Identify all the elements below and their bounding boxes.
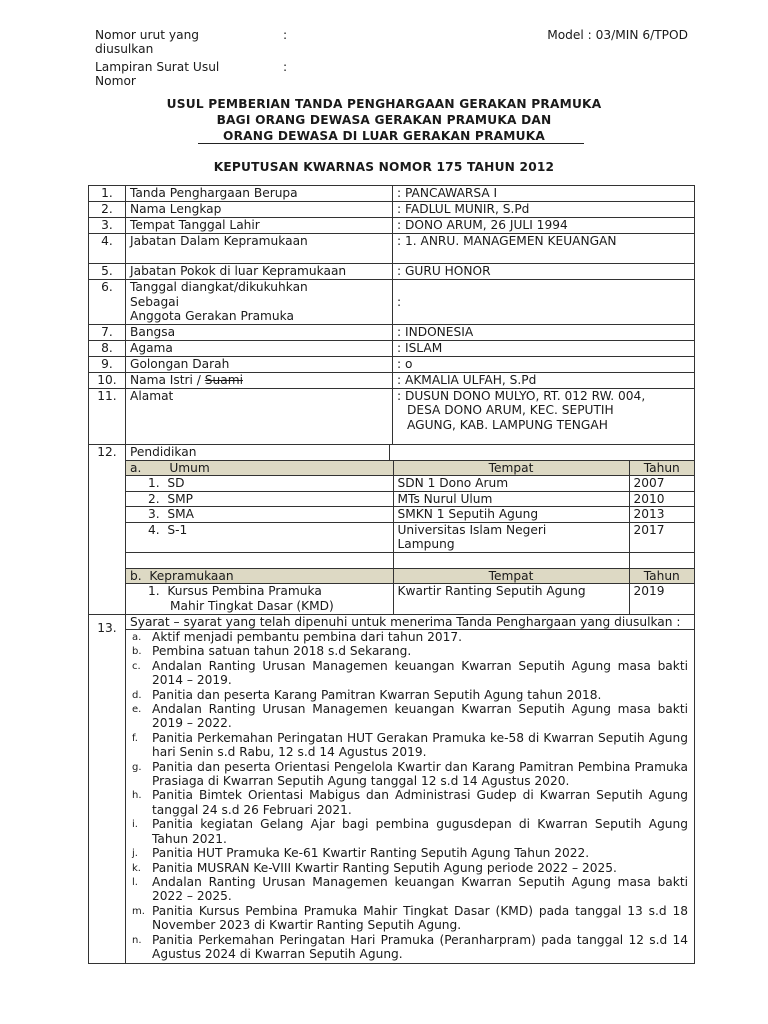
pendidikan-cell xyxy=(126,444,695,614)
list-item-letter: j. xyxy=(132,848,138,860)
empty-cell xyxy=(629,552,694,568)
list-item xyxy=(130,933,688,962)
row-label: Golongan Darah xyxy=(126,356,393,372)
table-row xyxy=(89,280,695,325)
umum-tempat: MTs Nurul Ulum xyxy=(393,491,629,507)
pramuka-title: Kepramukaan xyxy=(149,568,234,583)
row-label: Tempat Tanggal Lahir xyxy=(126,218,393,234)
item-number: 4. xyxy=(148,522,160,537)
list-item xyxy=(130,904,688,933)
pramuka-header-row xyxy=(126,568,694,584)
course-name: Kursus Pembina Pramuka xyxy=(167,584,322,598)
list-item-text: Panitia Perkemahan Peringatan HUT Gerakan Pramuka ke-58 di Kwarran Seputih Agung hari Senin s.d Rabu, 12 s.d 14 Agustus 2019. xyxy=(152,730,688,760)
row-value xyxy=(393,388,695,444)
pramuka-tempat: Kwartir Ranting Seputih Agung xyxy=(393,584,629,614)
list-item-letter: i. xyxy=(132,819,138,831)
row-label: Alamat xyxy=(126,388,393,444)
spacer-row xyxy=(126,552,694,568)
model-code: Model : 03/MIN 6/TPOD xyxy=(547,28,688,42)
list-item xyxy=(126,507,694,523)
list-item-letter: e. xyxy=(132,704,142,716)
row-number: 5. xyxy=(89,264,126,280)
row-value: : ISLAM xyxy=(393,340,695,356)
pramuka-letter: b. xyxy=(130,568,142,583)
list-item-letter: l. xyxy=(132,876,138,888)
list-item-text: Panitia dan peserta Orientasi Pengelola Kwartir dan Karang Pamitran Pembina Pramuka Prasiaga di Kwarran Seputih Agung tanggal 12 s.d 14 Agustus 2020. xyxy=(152,759,688,789)
list-item-letter: b. xyxy=(132,646,142,658)
list-item-text: Pembina satuan tahun 2018 s.d Sekarang. xyxy=(152,644,412,659)
table-row xyxy=(89,324,695,340)
row-value: : INDONESIA xyxy=(393,324,695,340)
table-row xyxy=(89,202,695,218)
table-row xyxy=(89,356,695,372)
pendidikan-heading-row xyxy=(126,445,694,461)
list-item xyxy=(130,659,688,688)
row-label-line: Sebagai xyxy=(130,294,180,309)
empty-cell xyxy=(126,552,393,568)
pramuka-header-label xyxy=(126,568,393,584)
pendidikan-label: Pendidikan xyxy=(130,444,197,459)
umum-tempat: SMKN 1 Seputih Agung xyxy=(393,507,629,523)
umum-level xyxy=(126,476,393,492)
umum-tempat: SDN 1 Dono Arum xyxy=(393,476,629,492)
list-item xyxy=(126,522,694,552)
row-number: 4. xyxy=(89,234,126,264)
list-item-text: Aktif menjadi pembantu pembina dari tahun 2017. xyxy=(152,630,463,644)
list-item-letter: n. xyxy=(132,934,142,946)
table-row xyxy=(89,234,695,264)
umum-level xyxy=(126,522,393,552)
umum-tahun: 2013 xyxy=(629,507,694,523)
umum-title: Umum xyxy=(169,460,210,475)
row-number: 7. xyxy=(89,324,126,340)
umum-letter: a. xyxy=(130,460,142,475)
row-value: : o xyxy=(393,356,695,372)
list-item xyxy=(130,817,688,846)
list-item-text: Andalan Ranting Urusan Managemen keuangan Kwarran Seputih Agung masa bakti 2022 – 2025. xyxy=(152,874,688,904)
list-item-text: Panitia kegiatan Gelang Ajar bagi pembina gugusdepan di Kwarran Seputih Agung Tahun 2021. xyxy=(152,817,688,846)
list-item-letter: d. xyxy=(132,689,142,701)
list-item-letter: m. xyxy=(132,905,145,917)
item-number: 1. xyxy=(148,476,160,490)
umum-level xyxy=(126,491,393,507)
table-row xyxy=(89,444,695,614)
lampiran-colon: : xyxy=(283,60,288,74)
row-number: 12. xyxy=(89,444,126,614)
row-label-text: Nama Istri / xyxy=(130,372,205,387)
list-item-letter: k. xyxy=(132,862,141,874)
row-number: 2. xyxy=(89,202,126,218)
address-line: : DUSUN DONO MULYO, RT. 012 RW. 004, xyxy=(397,388,646,403)
lampiran-label xyxy=(95,60,219,88)
table-row xyxy=(89,340,695,356)
list-item xyxy=(130,788,688,817)
list-item-text: Panitia MUSRAN Ke-VIII Kwartir Ranting Seputih Agung periode 2022 – 2025. xyxy=(152,860,617,875)
list-item xyxy=(130,688,688,702)
tempat-line: Universitas Islam Negeri xyxy=(397,522,547,537)
list-item xyxy=(130,731,688,760)
list-item xyxy=(126,476,694,492)
pramuka-course xyxy=(126,584,393,614)
row-label-line: Anggota Gerakan Pramuka xyxy=(130,309,294,323)
row-number: 1. xyxy=(89,186,126,202)
table-row xyxy=(89,186,695,202)
row-label xyxy=(126,372,393,388)
pendidikan-umum-table xyxy=(126,461,694,614)
form-table xyxy=(88,185,695,964)
row-label: Tanda Penghargaan Berupa xyxy=(126,186,393,202)
umum-tahun: 2010 xyxy=(629,491,694,507)
row-label xyxy=(126,280,393,325)
pramuka-header-tahun: Tahun xyxy=(629,568,694,584)
course-line: Mahir Tingkat Dasar (KMD) xyxy=(170,598,334,613)
row-label: Jabatan Dalam Kepramukaan xyxy=(126,234,393,264)
list-item-letter: g. xyxy=(132,761,142,773)
list-item-letter: a. xyxy=(132,632,142,643)
row-value: : DONO ARUM, 26 JULI 1994 xyxy=(393,218,695,234)
title-underline xyxy=(198,143,584,144)
nomor-urut-label-line2: diusulkan xyxy=(95,42,154,56)
table-row xyxy=(89,218,695,234)
list-item-text: Panitia HUT Pramuka Ke-61 Kwartir Ranting Seputih Agung Tahun 2022. xyxy=(152,846,590,861)
row-label-line: Tanggal diangkat/dikukuhkan xyxy=(130,280,308,294)
table-row xyxy=(89,264,695,280)
struck-label-text: Suami xyxy=(204,372,243,387)
title-line-3: ORANG DEWASA DI LUAR GERAKAN PRAMUKA xyxy=(223,129,545,143)
row-number: 10. xyxy=(89,372,126,388)
row-value: : AKMALIA ULFAH, S.Pd xyxy=(393,372,695,388)
list-item-letter: f. xyxy=(132,732,138,744)
column-divider xyxy=(389,445,390,460)
list-item-text: Andalan Ranting Urusan Managemen keuangan Kwarran Seputih Agung masa bakti 2014 – 2019. xyxy=(152,658,688,688)
row-value: : PANCAWARSA I xyxy=(393,186,695,202)
list-item-text: Panitia Kursus Pembina Pramuka Mahir Tingkat Dasar (KMD) pada tanggal 13 s.d 18 November 2023 di Kwartir Ranting Seputih Agung. xyxy=(152,903,688,933)
list-item-text: Panitia Bimtek Orientasi Mabigus dan Administrasi Gudep di Kwarran Seputih Agung tanggal 24 s.d 26 Februari 2021. xyxy=(152,788,688,817)
table-row xyxy=(89,388,695,444)
row-label: Bangsa xyxy=(126,324,393,340)
list-item xyxy=(126,491,694,507)
umum-tempat xyxy=(393,522,629,552)
list-item xyxy=(130,630,688,644)
row-label: Jabatan Pokok di luar Kepramukaan xyxy=(126,264,393,280)
umum-header-tempat: Tempat xyxy=(393,461,629,476)
item-level: SMA xyxy=(167,507,194,521)
list-item xyxy=(130,644,688,658)
list-item xyxy=(130,875,688,904)
row-value: : GURU HONOR xyxy=(393,264,695,280)
umum-header-row xyxy=(126,461,694,476)
pramuka-tahun: 2019 xyxy=(629,584,694,614)
list-item-letter: h. xyxy=(132,790,142,802)
empty-cell xyxy=(393,552,629,568)
item-number: 1. xyxy=(148,584,160,598)
nomor-urut-label xyxy=(95,28,199,56)
address-line: AGUNG, KAB. LAMPUNG TENGAH xyxy=(407,417,608,432)
umum-header-label xyxy=(126,461,393,476)
row-label: Agama xyxy=(126,340,393,356)
nomor-urut-label-line1: Nomor urut yang xyxy=(95,28,200,42)
list-item xyxy=(130,760,688,789)
row-value: : 1. ANRU. MANAGEMEN KEUANGAN xyxy=(393,234,695,264)
lampiran-label-line1: Lampiran Surat Usul xyxy=(95,60,220,74)
row-number: 6. xyxy=(89,280,126,325)
row-number: 9. xyxy=(89,356,126,372)
item-number: 3. xyxy=(148,507,160,521)
item-level: SMP xyxy=(167,491,193,506)
syarat-list xyxy=(126,630,694,963)
row-number: 3. xyxy=(89,218,126,234)
keputusan-title: KEPUTUSAN KWARNAS NOMOR 175 TAHUN 2012 xyxy=(213,160,555,174)
address-line: DESA DONO ARUM, KEC. SEPUTIH xyxy=(407,403,614,417)
row-label: Nama Lengkap xyxy=(126,202,393,218)
list-item xyxy=(130,861,688,875)
syarat-intro: Syarat – syarat yang telah dipenuhi untuk menerima Tanda Penghargaan yang diusulkan : xyxy=(126,615,694,631)
row-number: 11. xyxy=(89,388,126,444)
title-line-2: BAGI ORANG DEWASA GERAKAN PRAMUKA DAN xyxy=(216,113,552,127)
item-number: 2. xyxy=(148,491,160,506)
list-item xyxy=(130,702,688,731)
list-item-letter: c. xyxy=(132,660,141,672)
row-number: 8. xyxy=(89,340,126,356)
nomor-urut-colon: : xyxy=(283,28,288,42)
umum-header-tahun: Tahun xyxy=(629,461,694,476)
list-item-text: Andalan Ranting Urusan Managemen keuangan Kwarran Seputih Agung masa bakti 2019 – 2022. xyxy=(152,702,688,731)
course-line xyxy=(148,584,389,599)
tempat-line: Lampung xyxy=(397,537,455,551)
list-item-text: Panitia Perkemahan Peringatan Hari Pramuka (Peranharpram) pada tanggal 12 s.d 14 Agustus 2024 di Kwarran Seputih Agung. xyxy=(152,932,688,961)
lampiran-label-line2: Nomor xyxy=(95,74,136,88)
list-item xyxy=(130,846,688,860)
row-number: 13. xyxy=(89,614,126,964)
row-value: : xyxy=(393,280,695,325)
umum-tahun: 2007 xyxy=(629,476,694,492)
list-item-text: Panitia dan peserta Karang Pamitran Kwarran Seputih Agung tahun 2018. xyxy=(152,687,602,702)
item-level: S-1 xyxy=(167,522,188,537)
row-value: : FADLUL MUNIR, S.Pd xyxy=(393,202,695,218)
syarat-cell xyxy=(126,614,695,964)
pramuka-header-tempat: Tempat xyxy=(393,568,629,584)
table-row xyxy=(89,614,695,964)
list-item xyxy=(126,584,694,614)
table-row xyxy=(89,372,695,388)
title-line-1: USUL PEMBERIAN TANDA PENGHARGAAN GERAKAN PRAMUKA xyxy=(166,97,602,111)
umum-level xyxy=(126,507,393,523)
item-level: SD xyxy=(167,476,185,490)
umum-tahun: 2017 xyxy=(629,522,694,552)
